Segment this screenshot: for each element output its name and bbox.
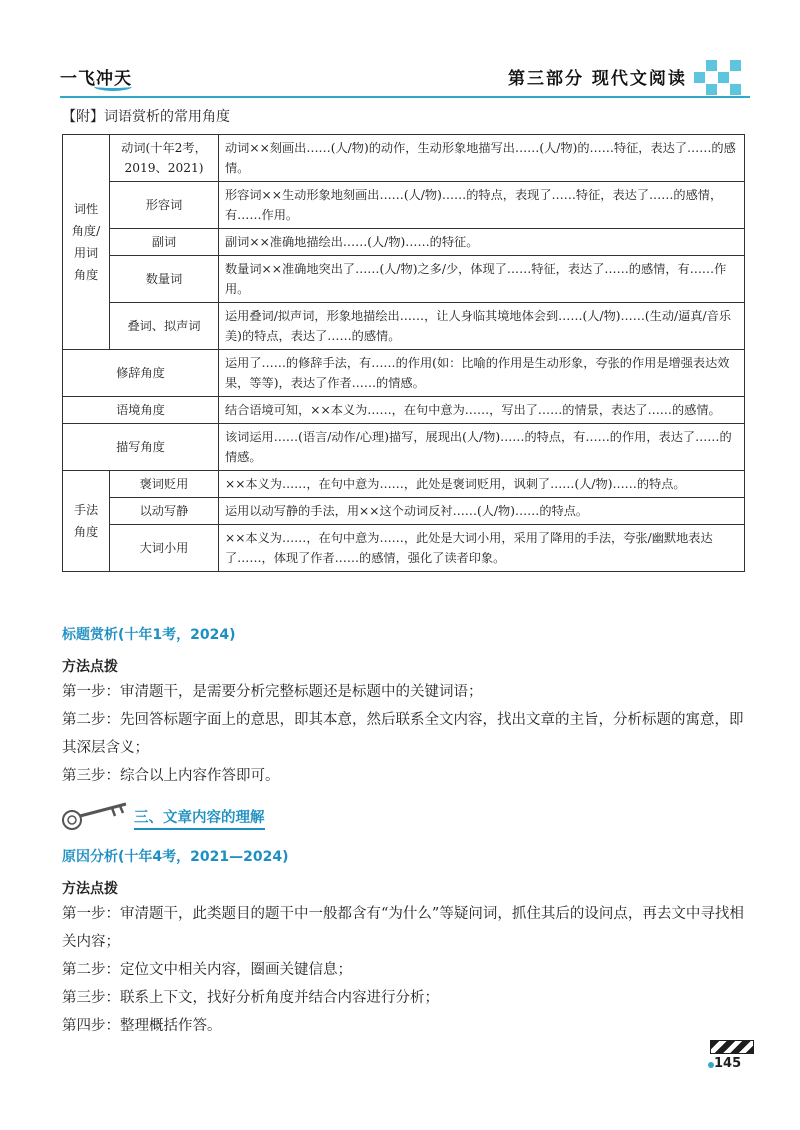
row-desc: ××本义为……，在句中意为……，此处是褒词贬用，讽刺了……(人/物)……的特点。 [219, 471, 745, 498]
table-row [63, 256, 745, 303]
row-desc: 运用了……的修辞手法，有……的作用(如：比喻的作用是生动形象，夸张的作用是增强表达效果，等等)，表达了作者……的情感。 [219, 350, 745, 397]
table-row [63, 229, 745, 256]
row-desc: ××本义为……，在句中意为……，此处是大词小用，采用了降用的手法，夸张/幽默地表达了……，体现了作者……的感情，强化了读者印象。 [219, 525, 745, 572]
step-text: 第四步：整理概括作答。 [62, 1018, 222, 1034]
row-name: 语境角度 [63, 397, 219, 424]
row-name: 形容词 [110, 182, 219, 229]
group-label: 手法角度 [63, 471, 110, 572]
table-row [63, 350, 745, 397]
header-divider [60, 96, 750, 98]
page-number-badge [708, 1040, 756, 1080]
step-text: 第二步：先回答标题字面上的意思，即其本意，然后联系全文内容，找出文章的主旨，分析标题的寓意，即其深层含义； [62, 712, 744, 756]
row-desc: 运用以动写静的手法，用××这个动词反衬……(人/物)……的特点。 [219, 498, 745, 525]
key-icon [60, 798, 132, 832]
row-name: 数量词 [110, 256, 219, 303]
row-name: 修辞角度 [63, 350, 219, 397]
step-text: 第一步：审清题干，是需要分析完整标题还是标题中的关键词语； [62, 684, 483, 700]
step-text: 第一步：审清题干，此类题目的题干中一般都含有“为什么”等疑问词，抓住其后的设问点，再去文中寻找相关内容； [62, 906, 744, 950]
row-name: 副词 [110, 229, 219, 256]
row-name: 以动写静 [110, 498, 219, 525]
brand-logo: 一飞冲天 [60, 69, 132, 89]
part3-title: 三、文章内容的理解 [134, 806, 265, 830]
method-heading: 方法点拨 [62, 881, 118, 897]
table-row [63, 424, 745, 471]
row-desc: 动词××刻画出……(人/物)的动作，生动形象地描写出……(人/物)的……特征，表达了……的感情。 [219, 135, 745, 182]
step-text: 第二步：定位文中相关内容，圈画关键信息； [62, 962, 352, 978]
method-heading: 方法点拨 [62, 659, 118, 675]
row-name: 大词小用 [110, 525, 219, 572]
table-row [63, 471, 745, 498]
table-row [63, 397, 745, 424]
appendix-title: 【附】词语赏析的常用角度 [62, 109, 230, 125]
table-row [63, 498, 745, 525]
title-analysis-steps [62, 678, 748, 790]
row-desc: 副词××准确地描绘出……(人/物)……的特征。 [219, 229, 745, 256]
reason-analysis-steps [62, 900, 748, 1040]
row-desc: 形容词××生动形象地刻画出……(人/物)……的特点，表现了……特征，表达了……的感情，有……作用。 [219, 182, 745, 229]
step-text: 第三步：联系上下文，找好分析角度并结合内容进行分析； [62, 990, 439, 1006]
table-row [63, 135, 745, 182]
table-row [63, 182, 745, 229]
table-row [63, 303, 745, 350]
row-name: 动词(十年2考，2019、2021) [110, 135, 219, 182]
tile-pattern-icon [694, 60, 750, 94]
row-name: 叠词、拟声词 [110, 303, 219, 350]
word-analysis-table [62, 134, 745, 572]
row-desc: 数量词××准确地突出了……(人/物)之多/少，体现了……特征，表达了……的感情，有……作用。 [219, 256, 745, 303]
row-desc: 该词运用……(语言/动作/心理)描写，展现出(人/物)……的特点，有……的作用，表达了……的情感。 [219, 424, 745, 471]
reason-analysis-heading: 原因分析(十年4考，2021—2024) [62, 849, 289, 865]
step-text: 第三步：综合以上内容作答即可。 [62, 768, 280, 784]
row-name: 褒词贬用 [110, 471, 219, 498]
row-desc: 结合语境可知，××本义为……，在句中意为……，写出了……的情景，表达了……的感情。 [219, 397, 745, 424]
group-label: 词性角度/用词角度 [63, 135, 110, 350]
section-title: 第三部分 现代文阅读 [508, 69, 687, 89]
page-number: 145 [714, 1056, 742, 1071]
brand-swoosh-icon [94, 82, 132, 91]
row-desc: 运用叠词/拟声词，形象地描绘出……，让人身临其境地体会到……(人/物)……(生动/逼真/音乐美)的特点，表达了……的感情。 [219, 303, 745, 350]
table-row [63, 525, 745, 572]
row-name: 描写角度 [63, 424, 219, 471]
title-analysis-heading: 标题赏析(十年1考，2024) [62, 627, 236, 643]
page-header [60, 60, 750, 100]
clapperboard-icon [710, 1040, 754, 1054]
